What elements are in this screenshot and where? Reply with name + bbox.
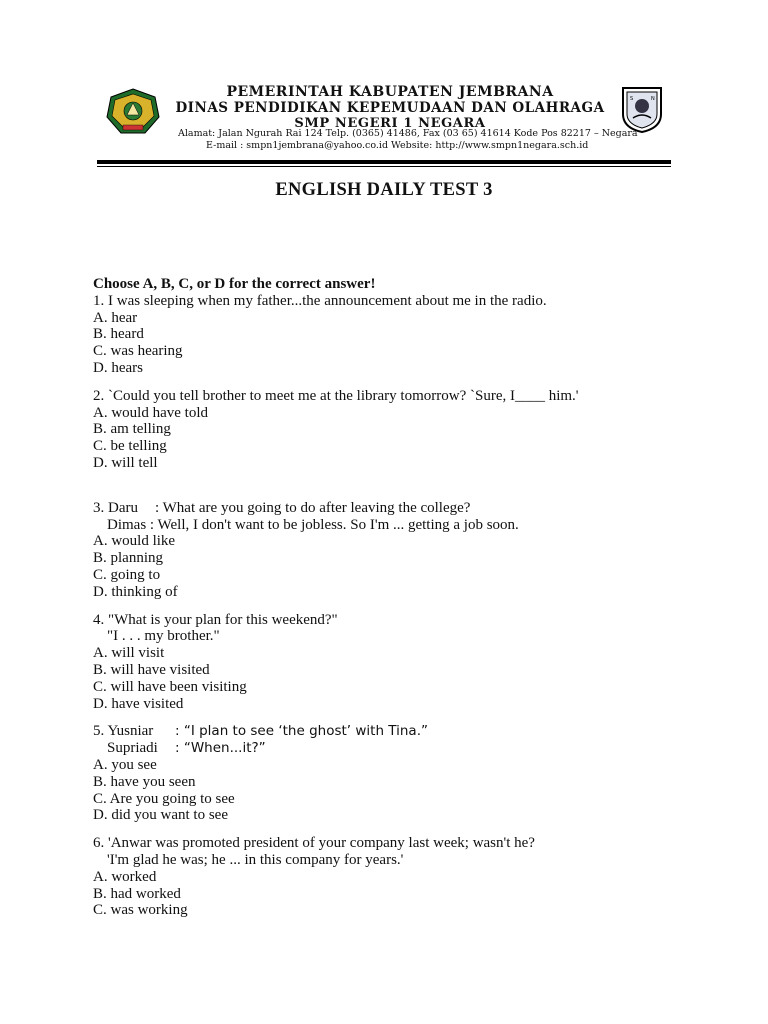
answer-option: C. will have been visiting — [93, 678, 247, 695]
instructions: Choose A, B, C, or D for the correct answer! — [93, 276, 376, 292]
letterhead-school: SMP NEGERI 1 NEGARA — [294, 116, 486, 131]
question-text: 4. "What is your plan for this weekend?" — [93, 611, 338, 628]
answer-option: D. thinking of — [93, 583, 178, 600]
question-6 — [93, 835, 693, 919]
question-text — [93, 500, 693, 517]
answer-option: B. have you seen — [93, 773, 196, 790]
speaker-name: 5. Yusniar — [93, 723, 154, 740]
question-5 — [93, 723, 693, 824]
answer-option: B. am telling — [93, 421, 171, 438]
speaker-name: Supriadi — [107, 740, 158, 757]
letterhead-divider — [97, 160, 671, 164]
jembrana-emblem-logo — [105, 87, 161, 137]
letterhead-address: Alamat: Jalan Ngurah Rai 124 Telp. (0365) 41486, Fax (03 65) 41614 Kode Pos 82217 – Negara — [178, 128, 638, 139]
letterhead-department: DINAS PENDIDIKAN KEPEMUDAAN DAN OLAHRAGA — [175, 100, 605, 116]
page-title: ENGLISH DAILY TEST 3 — [275, 180, 493, 200]
answer-option: B. heard — [93, 326, 144, 343]
answer-option: A. you see — [93, 756, 157, 773]
letterhead-government: PEMERINTAH KABUPATEN JEMBRANA — [226, 84, 554, 100]
dialogue-line: Dimas : Well, I don't want to be jobless. So I'm ... getting a job soon. — [107, 516, 519, 533]
question-2 — [93, 388, 693, 472]
question-3 — [93, 500, 693, 601]
question-list — [93, 276, 693, 919]
answer-option: A. worked — [93, 868, 157, 885]
answer-option: C. was hearing — [93, 343, 183, 360]
letterhead-contact: E-mail : smpn1jembrana@yahoo.co.id Website: http://www.smpn1negara.sch.id — [206, 140, 589, 151]
answer-option: D. did you want to see — [93, 807, 228, 824]
answer-option: A. would like — [93, 533, 176, 550]
question-text: 1. I was sleeping when my father...the announcement about me in the radio. — [93, 292, 547, 309]
dialogue-line: 'I'm glad he was; he ... in this company for years.' — [107, 851, 404, 868]
dialogue-line: "I . . . my brother." — [107, 628, 220, 645]
question-text: 2. `Could you tell brother to meet me at the library tomorrow? `Sure, I____ him.' — [93, 387, 579, 404]
answer-option: A. would have told — [93, 404, 208, 421]
question-text: 6. 'Anwar was promoted president of your company last week; wasn't he? — [93, 835, 535, 852]
speaker-name: 3. Daru — [93, 499, 138, 516]
answer-option: A. will visit — [93, 645, 165, 662]
question-4 — [93, 612, 693, 713]
answer-option: C. Are you going to see — [93, 790, 235, 807]
svg-text:S: S — [630, 96, 634, 102]
answer-option: A. hear — [93, 309, 138, 326]
answer-option: B. had worked — [93, 885, 181, 902]
question-text — [93, 723, 693, 740]
dialogue-row — [93, 740, 693, 757]
answer-option: D. have visited — [93, 695, 184, 712]
answer-option: D. will tell — [93, 454, 158, 471]
answer-option: D. hears — [93, 359, 143, 376]
svg-text:N: N — [651, 96, 655, 102]
dialogue-line: : “When...it?” — [175, 740, 266, 757]
answer-option: C. be telling — [93, 438, 167, 455]
letterhead-divider-thin — [97, 166, 671, 167]
answer-option: C. going to — [93, 566, 161, 583]
answer-option: B. will have visited — [93, 661, 210, 678]
letterhead — [160, 84, 620, 131]
answer-option: B. planning — [93, 550, 163, 567]
question-1 — [93, 293, 693, 377]
answer-option: C. was working — [93, 902, 188, 919]
dialogue-line: : What are you going to do after leaving the college? — [155, 499, 471, 516]
school-seal-logo — [617, 84, 667, 134]
dialogue-line: : “I plan to see ‘the ghost’ with Tina.” — [175, 723, 428, 740]
